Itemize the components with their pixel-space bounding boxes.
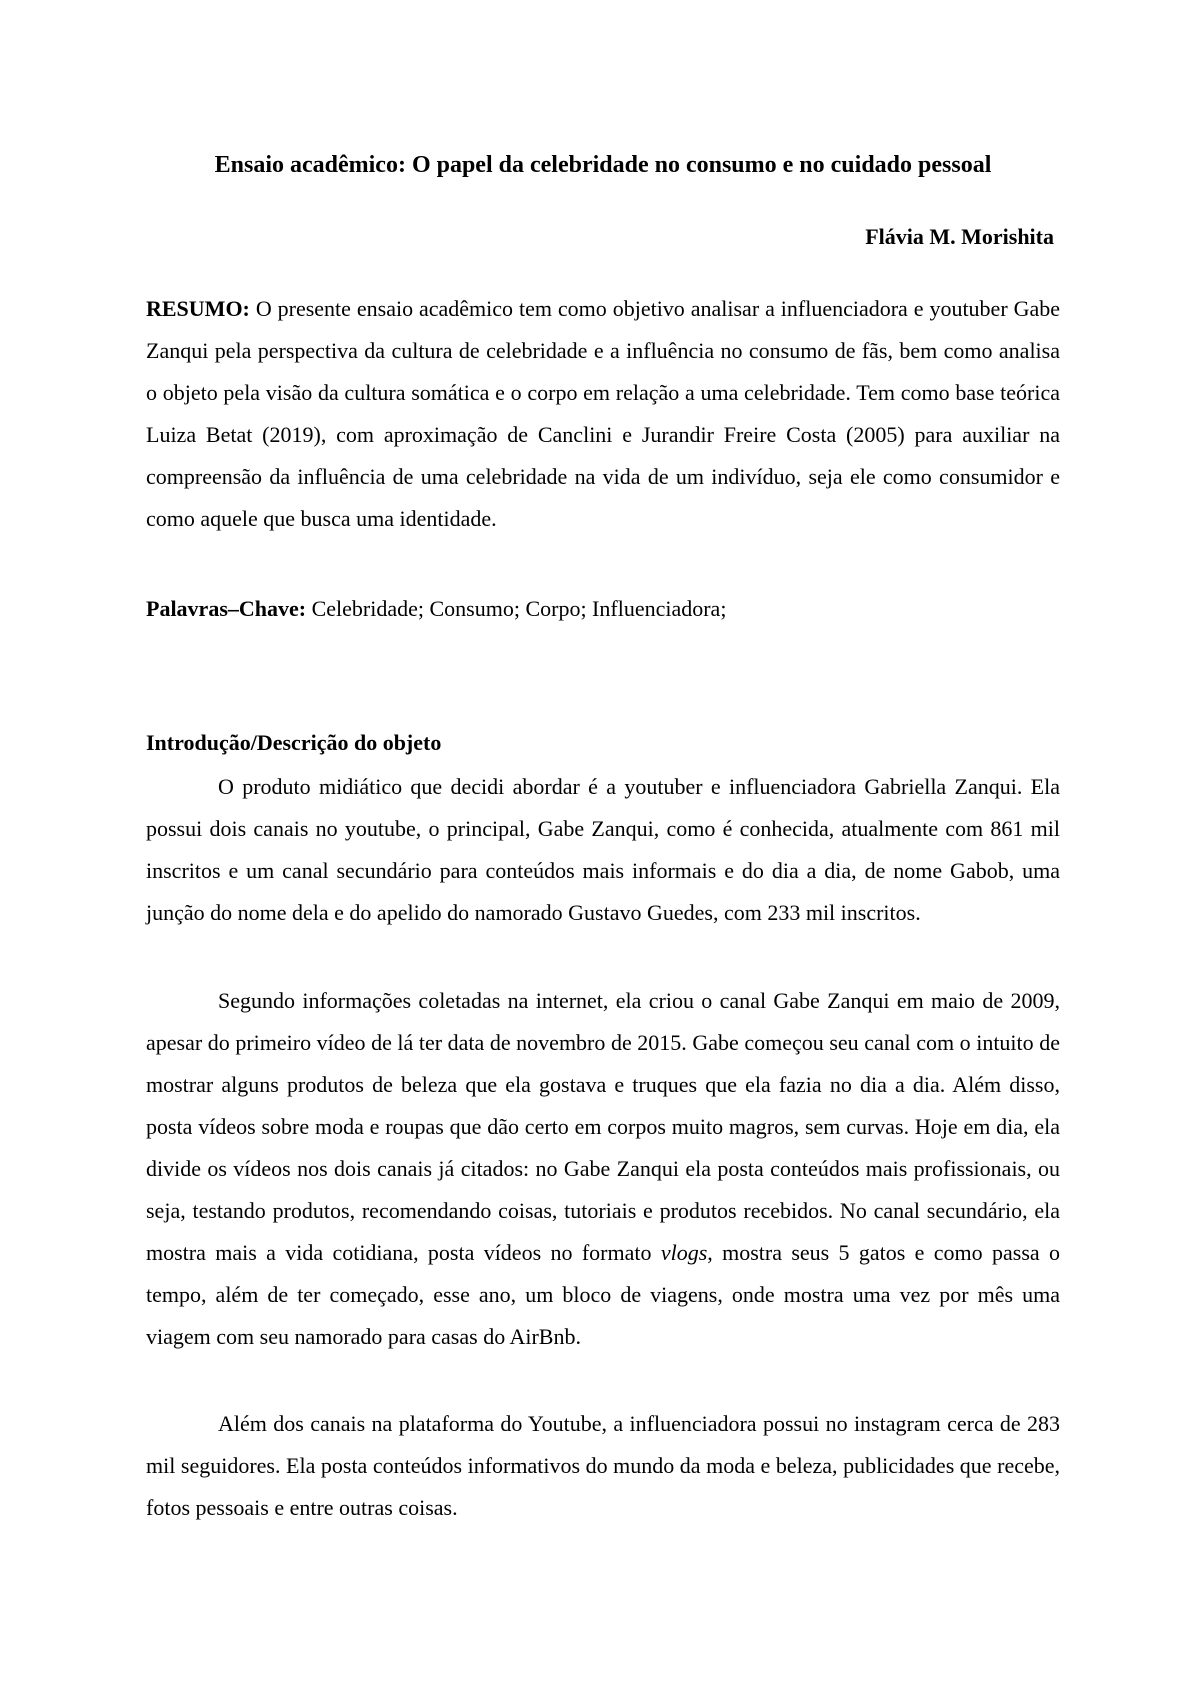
- section-heading: Introdução/Descrição do objeto: [146, 730, 442, 755]
- body-paragraph-2-part-b: , mostra seus 5 gatos e como passa o tempo, além de ter começado, esse ano, um bloco de viagens, onde mostra uma vez por mês uma viagem com seu namorado para casas do AirBnb.: [146, 1240, 1061, 1349]
- body-paragraph-2-italic: vlogs: [660, 1240, 708, 1265]
- body-paragraph-3: Além dos canais na plataforma do Youtube, a influenciadora possui no instagram cerca de 283 mil seguidores. Ela posta conteúdos informativos do mundo da moda e beleza, publicidades que recebe, fotos pessoais e entre outras coisas.: [146, 1411, 1060, 1520]
- body-paragraph-2: [146, 980, 1060, 1358]
- abstract-label: RESUMO:: [146, 296, 250, 321]
- body-paragraph-2-part-a: Segundo informações coletadas na internet, ela criou o canal Gabe Zanqui em maio de 2009, apesar do primeiro vídeo de lá ter data de novembro de 2015. Gabe começou seu canal com o intuito de mostrar alguns produtos de beleza que ela gostava e truques que ela fazia no dia a dia. Além disso, posta vídeos sobre moda e roupas que dão certo em corpos muito magros, sem curvas. Hoje em dia, ela divide os vídeos nos dois canais já citados: no Gabe Zanqui ela posta conteúdos mais profissionais, ou seja, testando produtos, recomendando coisas, tutoriais e produtos recebidos. No canal secundário, ela mostra mais a vida cotidiana, posta vídeos no formato: [146, 988, 1060, 1265]
- abstract-text: O presente ensaio acadêmico tem como objetivo analisar a influenciadora e youtuber Gabe Zanqui pela perspectiva da cultura de celebridade e a influência no consumo de fãs, bem como analisa o objeto pela visão da cultura somática e o corpo em relação a uma celebridade. Tem como base teórica Luiza Betat (2019), com aproximação de Canclini e Jurandir Freire Costa (2005) para auxiliar na compreensão da influência de uma celebridade na vida de um indivíduo, seja ele como consumidor e como aquele que busca uma identidade.: [146, 296, 1060, 531]
- abstract-paragraph: [146, 288, 1060, 540]
- document-title: Ensaio acadêmico: O papel da celebridade no consumo e no cuidado pessoal: [214, 152, 992, 178]
- keywords-label: Palavras–Chave:: [146, 596, 307, 621]
- keywords-paragraph: [146, 588, 1060, 630]
- author-name: Flávia M. Morishita: [865, 224, 1054, 249]
- body-paragraph-1: O produto midiático que decidi abordar é a youtuber e influenciadora Gabriella Zanqui. Ela possui dois canais no youtube, o principal, Gabe Zanqui, como é conhecida, atualmente com 861 mil inscritos e um canal secundário para conteúdos mais informais e do dia a dia, de nome Gabob, uma junção do nome dela e do apelido do namorado Gustavo Guedes, com 233 mil inscritos.: [146, 774, 1060, 925]
- keywords-text: Celebridade; Consumo; Corpo; Influenciadora;: [306, 596, 727, 621]
